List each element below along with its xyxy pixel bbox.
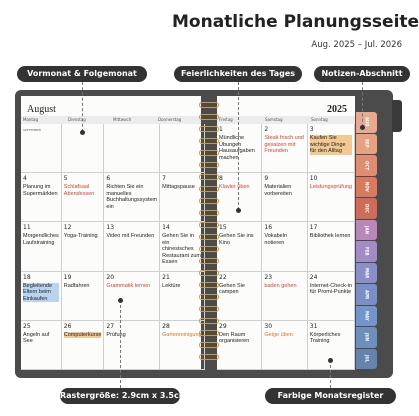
day-cell[interactable] [104,173,160,222]
spiral-ring [199,138,219,144]
day-note: Planung im Supermärkten [23,184,58,197]
spiral-ring [199,342,219,348]
month-tab-jul[interactable]: JUL [356,349,377,370]
day-number: 4 [23,175,27,183]
day-note: Gehen Sie campen [219,282,245,296]
day-cell[interactable] [62,173,105,222]
day-note: Materialien vorbereiten [264,184,292,197]
day-number: 22 [219,273,227,281]
day-note: Lektüre [162,282,181,289]
day-cell[interactable] [104,124,160,173]
month-tab-mar[interactable]: MAR [356,263,377,284]
day-note: baden gehen [264,282,297,289]
day-number: 30 [264,322,273,330]
leader-dot [360,125,365,130]
weekday-label: Sonntag [311,117,328,122]
day-note: Den Raum organisieren [219,331,250,345]
day-cell[interactable] [104,321,160,370]
day-cell[interactable] [262,173,307,222]
day-cell[interactable] [262,321,307,370]
day-number: 31 [309,322,318,330]
spiral-ring [199,174,219,180]
spiral-ring [199,222,219,228]
year-title: 2025 [327,104,347,115]
spiral-ring [199,306,219,312]
leader-dot [328,358,333,363]
day-cell[interactable] [160,124,204,173]
day-cell[interactable] [262,222,307,271]
day-number: 14 [162,224,170,232]
day-number: 25 [23,322,31,330]
day-cell[interactable] [308,272,355,321]
month-tab-apr[interactable]: APR [356,284,377,305]
spiral-ring [199,102,219,108]
day-note: Steak frisch und gesalzen mit Freunden [264,135,304,154]
day-number: 16 [264,224,273,232]
day-number: 2 [264,126,269,133]
month-tab-may[interactable]: MAY [356,306,377,327]
day-cell[interactable] [104,272,160,321]
day-cell[interactable] [62,222,105,271]
spiral-ring [199,318,219,324]
day-note: Yoga-Training [63,233,98,240]
month-tab-sep[interactable]: SEP [356,134,377,155]
mini-calendar-title: SEPTEMBER [23,128,41,132]
day-note: Körperliches Training [309,331,341,345]
leader-dot [236,208,241,213]
day-note: Richten Sie ein manuelles Buchhaltungssystem ein [106,184,158,210]
day-cell[interactable] [160,173,204,222]
spiral-ring [199,114,219,120]
month-tab-nov[interactable]: NOV [356,177,377,198]
day-note: Grammatik lernen [106,282,151,289]
spiral-ring [199,126,219,132]
day-note: Begleitende Eltern beim Einkaufen [23,283,59,303]
day-number: 17 [309,224,318,232]
day-cell[interactable] [160,222,204,271]
day-number: 1 [219,126,223,133]
day-number: 27 [106,322,115,330]
weekday-label: Freitag [219,117,233,122]
day-cell[interactable] [308,124,355,173]
spiral-ring [199,162,219,168]
day-note: Prüfung [106,331,126,338]
month-tab-aug[interactable]: AUG [356,112,377,133]
day-note: Leistungsprüfung [309,184,352,191]
day-cell[interactable] [21,321,62,370]
day-number: 8 [219,175,223,183]
day-cell[interactable] [262,124,307,173]
day-note: Klavier üben [219,184,250,191]
callout-notizen: Notizen-Abschnitt [314,66,410,82]
day-number: 11 [23,224,31,232]
day-note: Gartenreinigung [162,331,202,338]
day-cell[interactable] [160,321,204,370]
day-cell[interactable] [160,272,204,321]
spiral-ring [199,282,219,288]
day-number: 15 [219,224,227,232]
weekday-label: Donnerstag [158,117,182,122]
day-cell[interactable] [21,173,62,222]
month-title: August [27,104,56,115]
callout-feierlichkeiten: Feierlichkeiten des Tages [174,66,302,82]
callout-raster: Rastergröße: 2.9cm x 3.5cm [60,388,180,404]
spiral-ring [199,258,219,264]
leader-line [120,300,121,388]
date-range: Aug. 2025 – Jul. 2026 [311,40,402,50]
month-tab-feb[interactable]: FEB [356,241,377,262]
day-cell[interactable] [217,272,262,321]
month-tab-jan[interactable]: JAN [356,220,377,241]
day-cell[interactable] [62,321,105,370]
spiral-ring [199,234,219,240]
day-number: 21 [162,273,170,281]
day-cell[interactable] [308,173,355,222]
day-cell[interactable] [262,272,307,321]
day-number: 3 [309,126,314,133]
spiral-ring [199,354,219,360]
spiral-ring [199,150,219,156]
day-number: 9 [264,175,269,183]
day-note: Computerkurse [63,331,102,338]
day-number: 7 [162,175,166,183]
day-number: 29 [219,322,227,330]
day-cell[interactable] [104,222,160,271]
day-cell[interactable] [62,272,105,321]
day-number: 6 [106,175,111,183]
day-cell[interactable] [217,222,262,271]
day-number: 13 [106,224,115,232]
leader-line [362,82,363,127]
day-number: 18 [23,273,31,281]
day-cell[interactable] [217,124,262,173]
spiral-ring [199,246,219,252]
spiral-ring [199,186,219,192]
spiral-ring [199,270,219,276]
day-cell[interactable] [21,124,62,173]
weekday-label: Dienstag [68,117,86,122]
day-number: 5 [63,175,68,183]
day-cell[interactable] [21,222,62,271]
day-note: Kaufen Sie wichtige Dinge für den Alltag [310,135,352,155]
planner-left-page [21,96,201,370]
day-note: Internet-Check-in für Promi-Punkte [309,282,352,296]
leader-line [330,360,331,388]
day-number: 19 [63,273,72,281]
day-note: Gehen Sie ins Kino [219,233,254,246]
day-cell[interactable] [217,173,262,222]
day-cell[interactable] [308,222,355,271]
spiral-ring [199,294,219,300]
day-number: 28 [162,322,170,330]
weekday-label: Montag [23,117,38,122]
weekday-label: Mittwoch [113,117,132,122]
day-cell[interactable] [21,272,62,321]
month-tab-dec[interactable]: DEC [356,198,377,219]
leader-dot [118,298,123,303]
day-number: 24 [309,273,318,281]
day-number: 26 [63,322,72,330]
weekday-header-left [21,116,201,124]
day-note: Morgendliches Laufstraining [23,233,59,246]
callout-vormonat: Vormonat & Folgemonat [17,66,147,82]
weekday-label: Samstag [265,117,283,122]
leader-dot [80,130,85,135]
day-number: 10 [309,175,318,183]
day-note: Mündliche Übungen Hausaufgaben machen [219,135,255,161]
day-note: Mittagspause [162,184,195,191]
month-grid-left [21,124,201,370]
day-cell[interactable] [217,321,262,370]
day-note: Bibliothek lernen [309,233,351,240]
leader-line [82,82,83,132]
day-note: Angeln auf See [23,331,50,345]
leader-line [238,82,239,210]
day-note: Radfahren [63,282,90,289]
day-note: Gehen Sie in ein chinesisches Restaurant zum Essen [162,233,201,266]
spiral-ring [199,198,219,204]
spiral-ring [199,330,219,336]
spiral-ring [199,210,219,216]
day-number: 12 [63,224,72,232]
month-tab-oct[interactable]: OCT [356,155,377,176]
elastic-band [392,100,402,132]
callout-register: Farbige Monatsregister [265,388,396,404]
day-number: 23 [264,273,273,281]
day-number: 20 [106,273,115,281]
day-note: Geige üben [264,331,293,338]
day-note: Schlafsaal Abendessen [63,184,95,197]
day-note: Video mit Freunden [106,233,155,240]
day-note: Vokabeln notieren [264,233,288,246]
page-title: Monatliche Planungsseite [172,12,419,32]
month-tabs [356,112,370,370]
month-tab-jun[interactable]: JUN [356,327,377,348]
